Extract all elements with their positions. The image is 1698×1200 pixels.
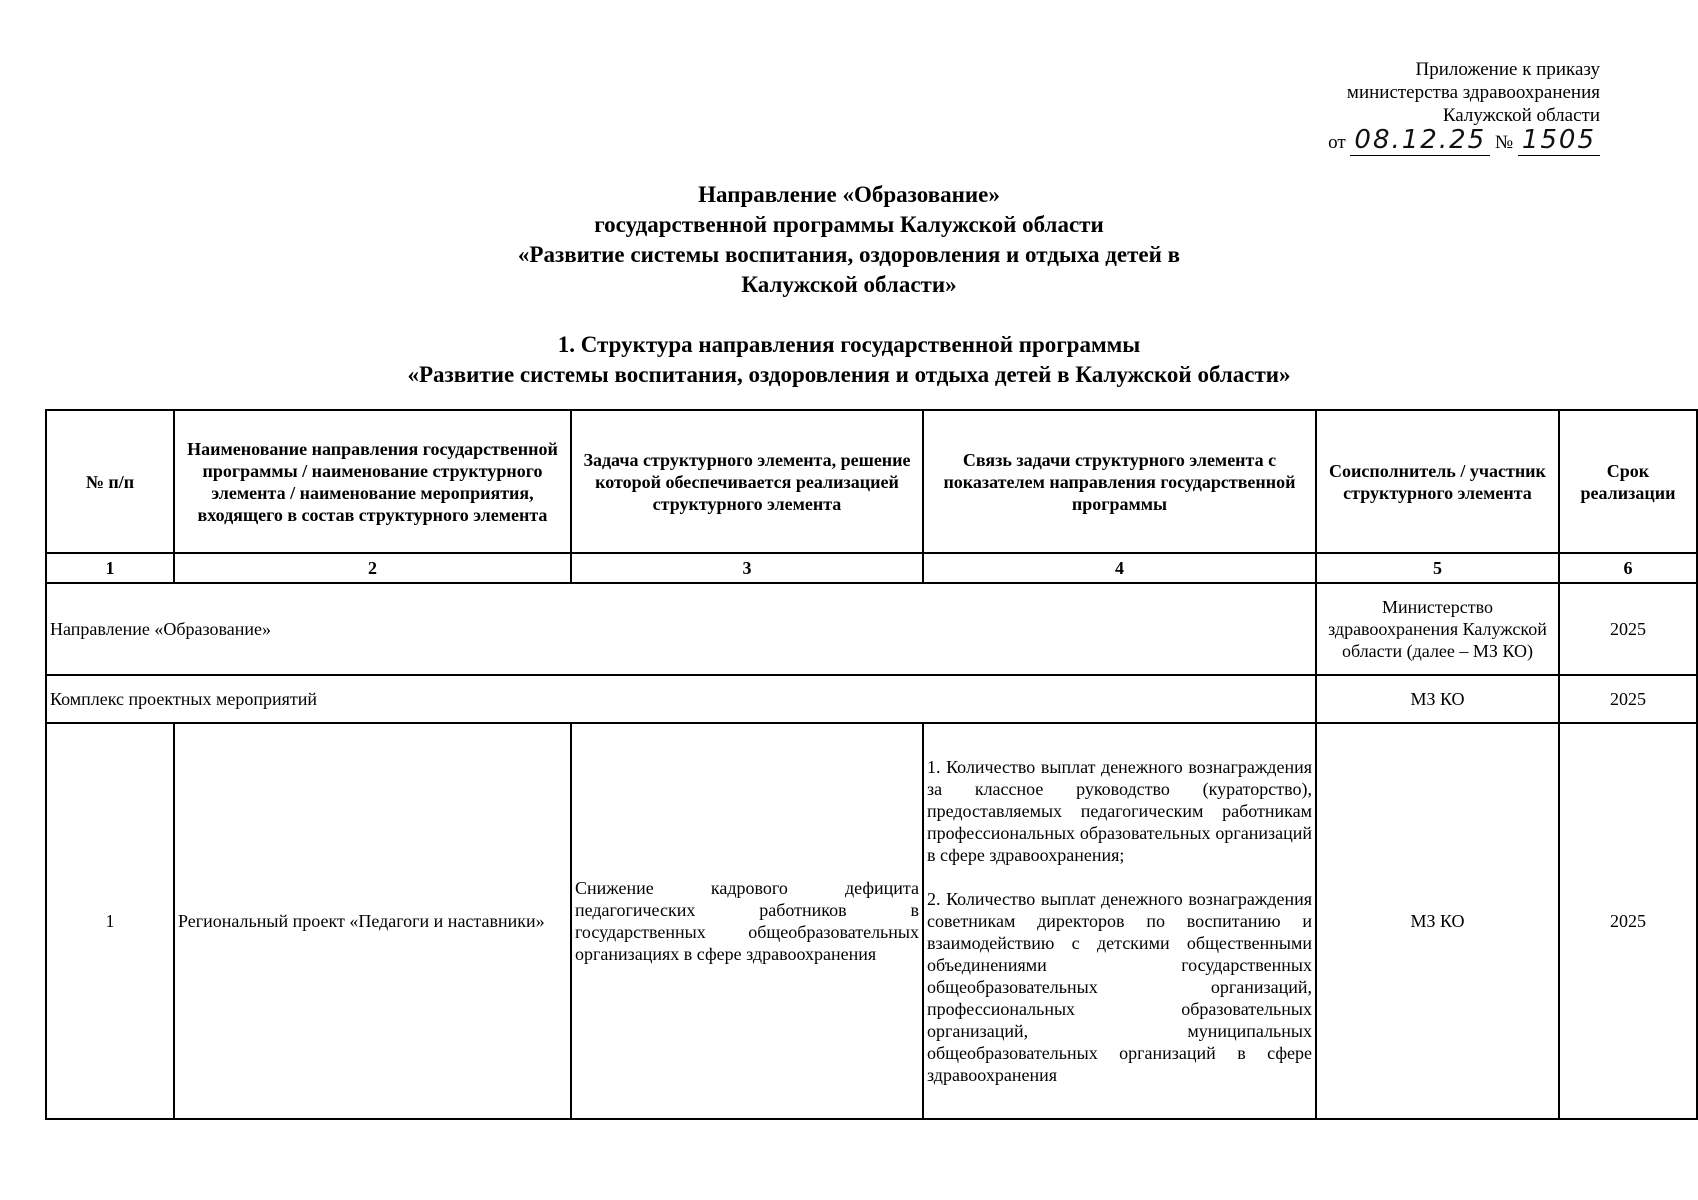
header-name: Наименование направления государственной программы / наименование структурного элемента / наименование мероприятия, входящего в состав структурного элемента	[174, 410, 571, 553]
column-number: 6	[1559, 553, 1697, 583]
number-prefix: №	[1494, 132, 1514, 153]
title-line-1: Направление «Образование»	[698, 182, 1000, 207]
column-number: 3	[571, 553, 923, 583]
appendix-line-2: министерства здравоохранения	[1346, 82, 1600, 103]
table-row	[46, 723, 1697, 1119]
appendix-block	[1300, 58, 1600, 154]
structure-table	[45, 409, 1698, 1120]
column-number: 1	[46, 553, 174, 583]
direction-label: Направление «Образование»	[46, 583, 1316, 675]
date-prefix: от	[1328, 132, 1346, 153]
section-title	[0, 330, 1698, 390]
title-line-2: государственной программы Калужской области	[594, 212, 1104, 237]
appendix-line-1: Приложение к приказу	[1415, 59, 1600, 80]
column-number-row	[46, 553, 1697, 583]
header-task: Задача структурного элемента, решение которой обеспечивается реализацией структурного элемента	[571, 410, 923, 553]
column-number: 2	[174, 553, 571, 583]
section-line-2: «Развитие системы воспитания, оздоровления и отдыха детей в Калужской области»	[407, 362, 1291, 387]
indicator-1: 1. Количество выплат денежного вознаграждения за классное руководство (кураторство), предоставляемых педагогическим работникам профессиональных образовательных организаций в сфере здравоохранения;	[927, 757, 1312, 865]
header-row	[46, 410, 1697, 553]
complex-label: Комплекс проектных мероприятий	[46, 675, 1316, 723]
complex-executor: МЗ КО	[1316, 675, 1559, 723]
handwritten-number: 1505	[1518, 125, 1600, 156]
complex-term: 2025	[1559, 675, 1697, 723]
row-indicator-link	[923, 723, 1316, 1119]
appendix-line-3: Калужской области	[1442, 105, 1600, 126]
handwritten-date: 08.12.25	[1350, 125, 1490, 156]
header-executor: Соисполнитель / участник структурного элемента	[1316, 410, 1559, 553]
title-line-3: «Развитие системы воспитания, оздоровления и отдыха детей в	[517, 242, 1181, 267]
document-title	[0, 180, 1698, 300]
direction-executor: Министерство здравоохранения Калужской области (далее – МЗ КО)	[1316, 583, 1559, 675]
row-task: Снижение кадрового дефицита педагогических работников в государственных общеобразовательных организациях в сфере здравоохранения	[571, 723, 923, 1119]
order-date-number	[1300, 127, 1600, 154]
paragraph-gap	[927, 866, 1312, 888]
column-number: 5	[1316, 553, 1559, 583]
indicator-2: 2. Количество выплат денежного вознаграждения советникам директоров по воспитанию и взаимодействию с детскими общественными объединениями государственных общеобразовательных организаций, профессиональных образовательных организаций, муниципальных общеобразовательных организаций в сфере здравоохранения	[927, 889, 1312, 1085]
header-link: Связь задачи структурного элемента с показателем направления государственной программы	[923, 410, 1316, 553]
direction-row	[46, 583, 1697, 675]
row-executor: МЗ КО	[1316, 723, 1559, 1119]
row-number: 1	[46, 723, 174, 1119]
column-number: 4	[923, 553, 1316, 583]
title-line-4: Калужской области»	[741, 272, 957, 297]
direction-term: 2025	[1559, 583, 1697, 675]
header-num: № п/п	[46, 410, 174, 553]
complex-row	[46, 675, 1697, 723]
section-line-1: 1. Структура направления государственной программы	[557, 332, 1141, 357]
header-term: Срок реализации	[1559, 410, 1697, 553]
row-project-name: Региональный проект «Педагоги и наставники»	[174, 723, 571, 1119]
row-term: 2025	[1559, 723, 1697, 1119]
